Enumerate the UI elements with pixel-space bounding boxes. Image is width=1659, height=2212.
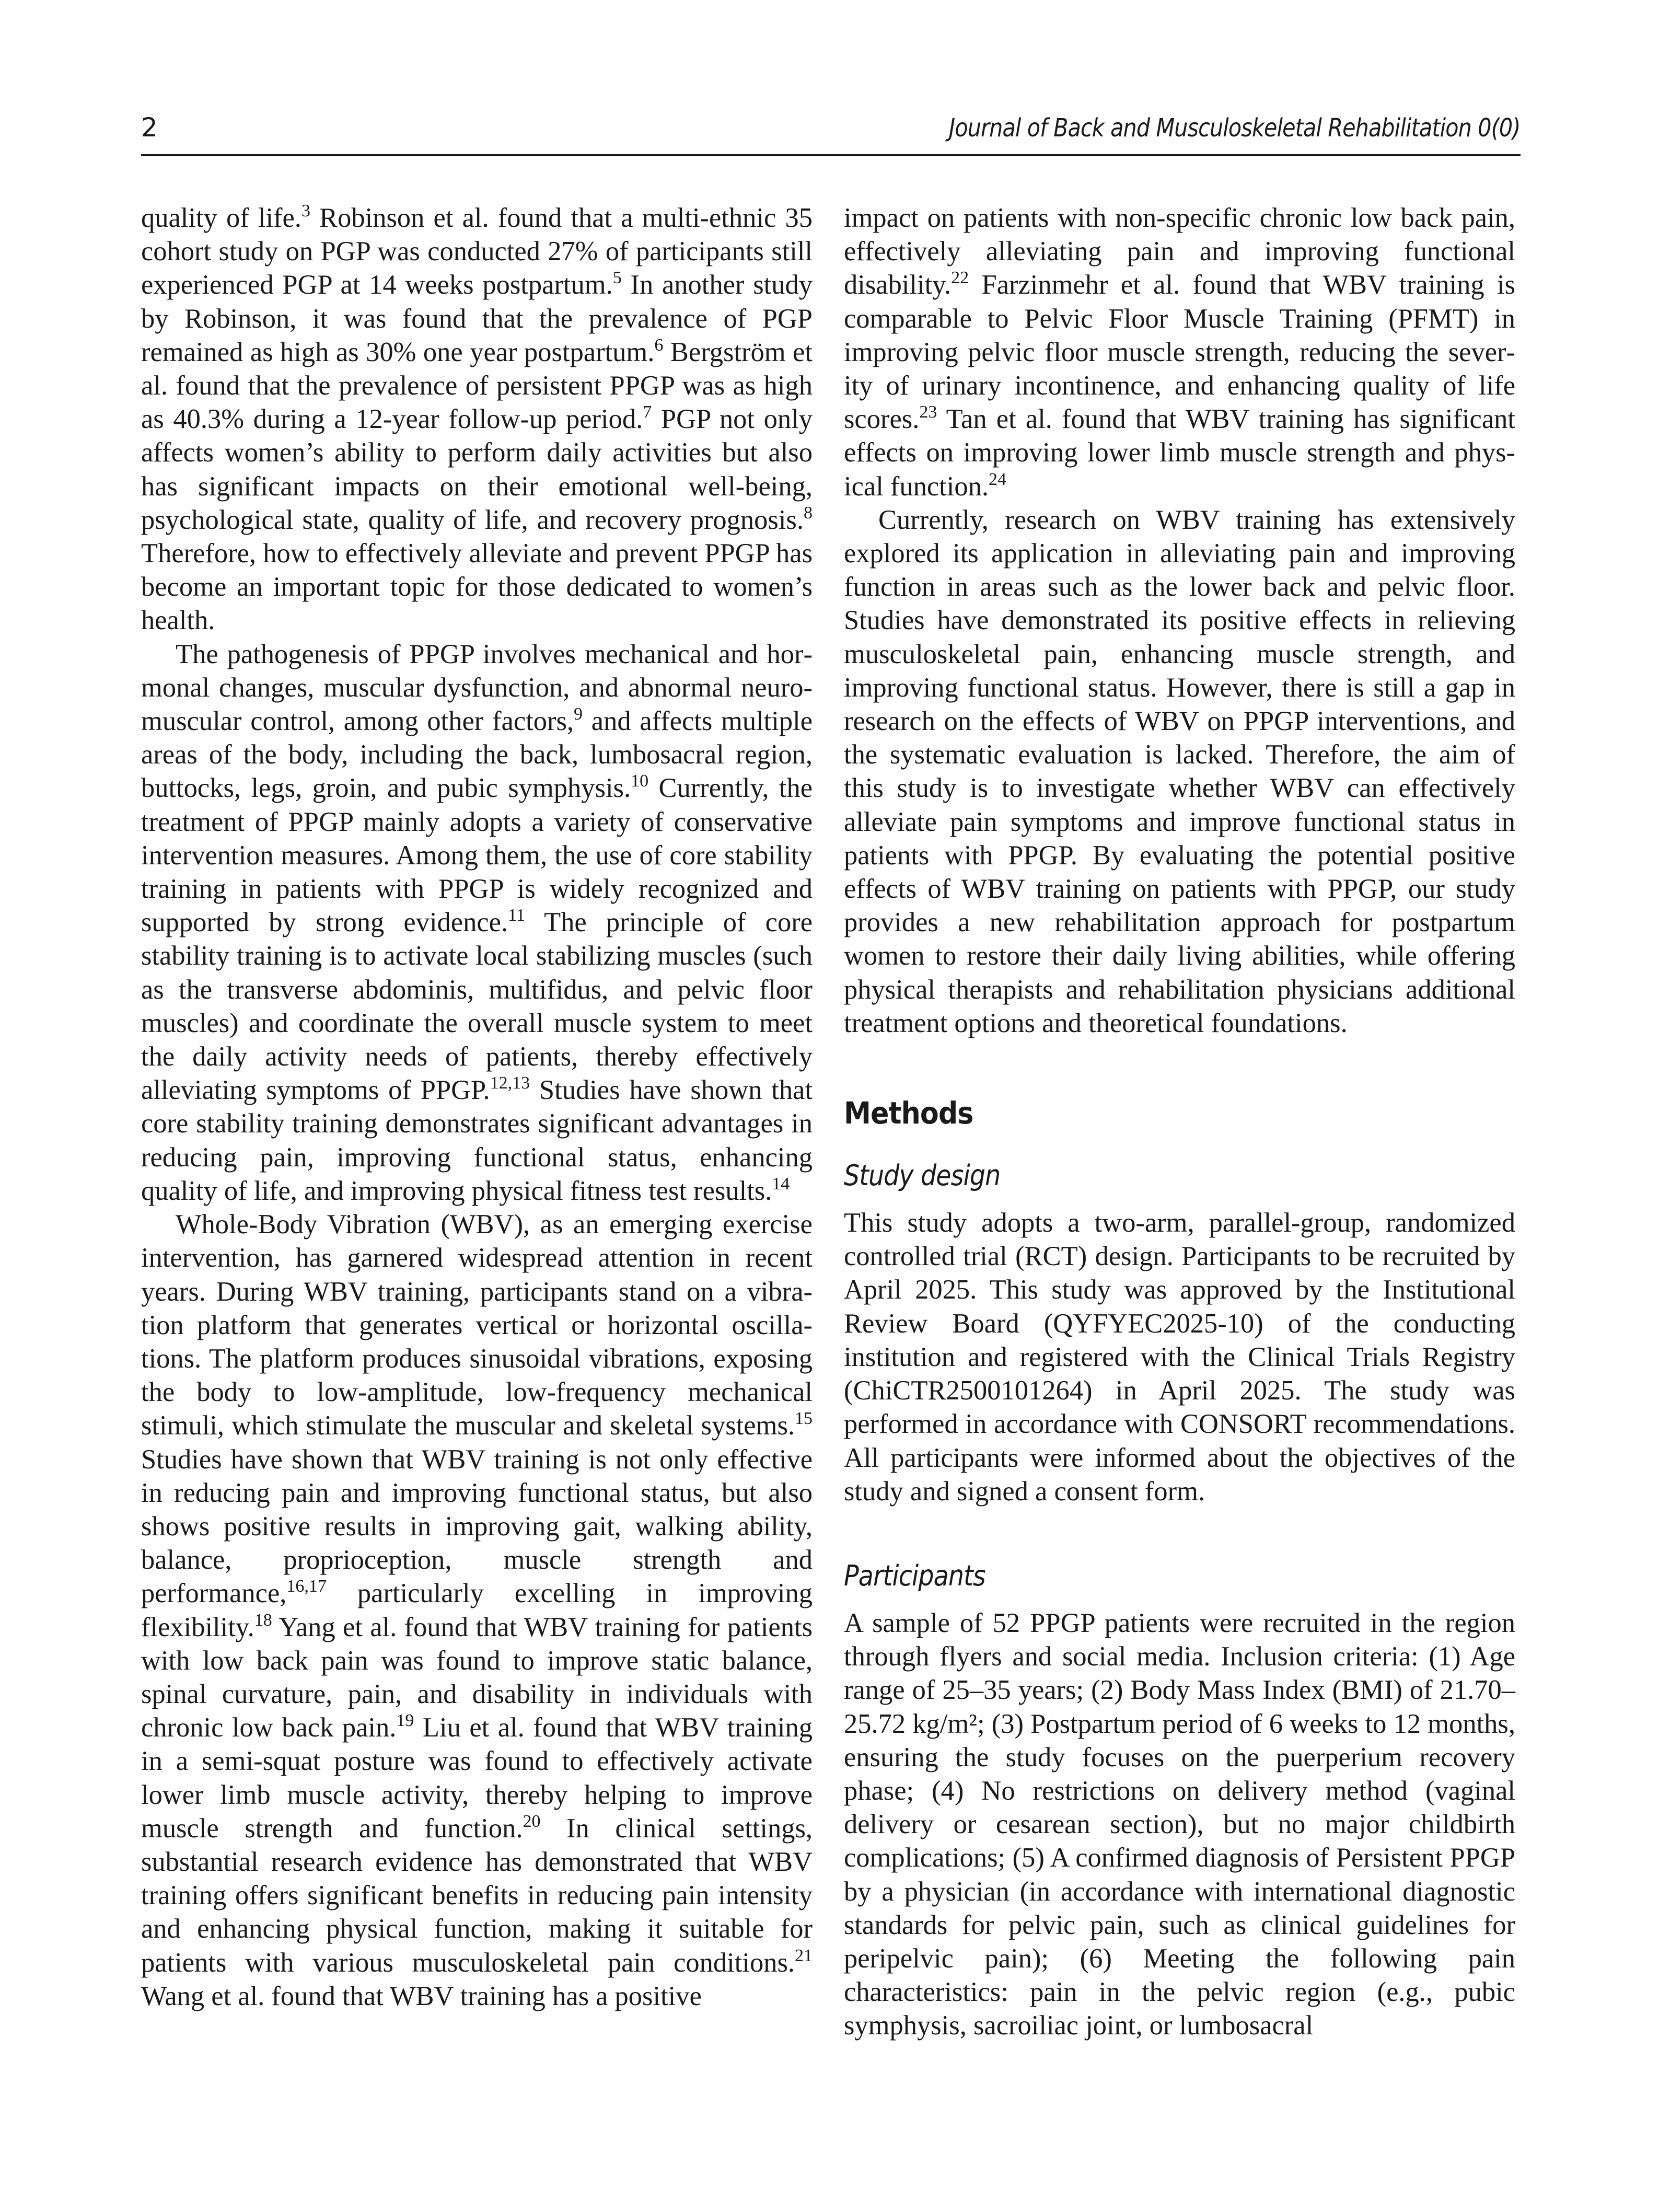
citation-superscript[interactable]: 3 xyxy=(301,201,310,221)
paragraph: Whole-Body Vibration (WBV), as an emerging exercise intervention, has garnered widespread attention in recent years. During WBV training, participants stand on a vibration platform that generates vertical or horizontal oscillations. The platform produces sinusoidal vibrations, exposing the body to low-amplitude, low-frequency mechanical stimuli, which stimulate the muscular and skeletal systems.$^{15}$ Studies have shown that WBV training is not only effective in reducing pain and improving functional status, but also shows positive results in improving gait, walking ability, balance, proprioception, muscle strength and performance,$^{16,17}$ particularly excelling in improving flexibility.$^{18}$ Yang et al. found that WBV training for patients with low back pain was found to improve static balance, spinal curvature, pain, and disability in individuals with chronic low back pain.$^{19}$ Liu et al. found that WBV training in a semi-squat posture was found to effectively activate lower limb muscle activity, thereby helping to improve muscle strength and function.$^{20}$ In clinical settings, substantial research evidence has demonstrated that WBV training offers significant benefits in reducing pain intensity and enhancing physical function, making it suitable for patients with various musculoskeletal pain conditions.$^{21}$ Wang et al. found that WBV training has a positive xyxy=(141,1209,813,2011)
citation-superscript[interactable]: 16,17 xyxy=(286,1577,327,1596)
page-number: 2 xyxy=(141,112,158,143)
citation-superscript[interactable]: 23 xyxy=(919,402,937,422)
study-design-heading: Study design xyxy=(844,1159,1001,1192)
right-column xyxy=(844,201,1515,2043)
running-header xyxy=(141,112,1521,156)
citation-superscript[interactable]: 12,13 xyxy=(490,1073,530,1093)
participants-paragraph: A sample of 52 PPGP patients were recruited in the region through flyers and social media. Inclusion criteria: (1) Age range of 25–35 years; (2) Body Mass Index (BMI) of 21.70–25.72 kg/m²; (3) Postpartum period of 6 weeks to 12 months, ensuring the study focuses on the puerperium recovery phase; (4) No restrictions on delivery method (vaginal delivery or cesarean section), but no major childbirth complications; (5) A confirmed diagnosis of Persistent PPGP by a physician (in accordance with international diagnostic standards for pelvic pain, such as clinical guidelines for peripelvic pain); (6) Meeting the following pain characteristics: pain in the pelvic region (e.g., pubic symphysis, sacroiliac joint, or lumbosacral xyxy=(844,1607,1515,2041)
journal-title: Journal of Back and Musculoskeletal Rehabilitation 0(0) xyxy=(949,113,1521,143)
paragraph: The pathogenesis of PPGP involves mechanical and hormonal changes, muscular dysfunction, and abnormal neuromuscular control, among other factors,$^9$ and affects multiple areas of the body, including the back, lumbosacral region, buttocks, legs, groin, and pubic symphysis.$^{10}$ Currently, the treatment of PPGP mainly adopts a variety of conservative intervention measures. Among them, the use of core stability training in patients with PPGP is widely recognized and supported by strong evidence.$^{11}$ The principle of core stability training is to activate local stabilizing muscles (such as the transverse abdominis, multifidus, and pelvic floor muscles) and coordinate the overall muscle system to meet the daily activity needs of patients, thereby effectively alleviating symptoms of PPGP.$^{12,13}$ Studies have shown that core stability training demonstrates significant advantages in reducing pain, improving functional status, enhancing quality of life, and improving physical fitness test results.$^{14}$ xyxy=(141,639,813,1206)
participants-heading: Participants xyxy=(844,1559,985,1592)
left-column xyxy=(141,201,813,2013)
citation-superscript[interactable]: 21 xyxy=(795,1945,813,1965)
citation-superscript[interactable]: 24 xyxy=(988,469,1006,489)
citation-superscript[interactable]: 10 xyxy=(631,771,649,791)
citation-superscript[interactable]: 22 xyxy=(951,268,969,288)
citation-superscript[interactable]: 19 xyxy=(396,1711,414,1731)
citation-superscript[interactable]: 8 xyxy=(804,503,813,523)
citation-superscript[interactable]: 15 xyxy=(795,1409,813,1429)
paragraph: Currently, research on WBV training has extensively explored its application in alleviating pain and improving function in areas such as the lower back and pelvic floor. Studies have demonstrated its positive effects in relieving musculoskeletal pain, enhancing muscle strength, and improving functional status. However, there is still a gap in research on the effects of WBV on PPGP interventions, and the systematic evaluation is lacked. Therefore, the aim of this study is to investigate whether WBV can effectively alleviate pain symptoms and improve functional status in patients with PPGP. By evaluating the potential positive effects of WBV training on patients with PPGP, our study provides a new rehabilitation approach for postpartum women to restore their daily living abilities, while offering physical therapists and rehabilitation physicians additional treatment options and theoretical foundations. xyxy=(844,504,1515,1038)
citation-superscript[interactable]: 5 xyxy=(612,268,622,288)
methods-heading: Methods xyxy=(844,1095,973,1131)
paragraph: impact on patients with non-specific chronic low back pain, effectively alleviating pain and improving functional disability.$^{22}$ Farzinmehr et al. found that WBV training is comparable to Pelvic Floor Muscle Training (PFMT) in improving pelvic floor muscle strength, reducing the severity of urinary incontinence, and enhancing quality of life scores.$^{23}$ Tan et al. found that WBV training has significant effects on improving lower limb muscle strength and physical function.$^{24}$ xyxy=(844,203,1515,502)
paragraph: quality of life.$^3$ Robinson et al. found that a multi-ethnic 35 cohort study on PGP was conducted 27% of participants still experienced PGP at 14 weeks postpartum.$^5$ In another study by Robinson, it was found that the prevalence of PGP remained as high as 30% one year postpartum.$^6$ Bergström et al. found that the prevalence of persistent PPGP was as high as 40.3% during a 12-year follow-up period.$^7$ PGP not only affects women’s ability to perform daily activities but also has significant impacts on their emotional well-being, psychological state, quality of life, and recovery prognosis.$^8$ Therefore, how to effectively alleviate and prevent PPGP has become an important topic for those dedicated to women’s health. xyxy=(141,201,813,636)
citation-superscript[interactable]: 20 xyxy=(523,1811,541,1831)
citation-superscript[interactable]: 7 xyxy=(643,402,652,422)
citation-superscript[interactable]: 14 xyxy=(772,1174,790,1194)
citation-superscript[interactable]: 6 xyxy=(654,335,664,355)
citation-superscript[interactable]: 9 xyxy=(574,704,583,724)
citation-superscript[interactable]: 11 xyxy=(508,906,525,925)
study-design-paragraph: This study adopts a two-arm, parallel-group, randomized controlled trial (RCT) design. Participants to be recruited by April 2025. This study was approved by the Institutional Review Board (QYFYEC2025-10) of the conducting institution and registered with the Clinical Trials Registry (ChiCTR2500101264) in April 2025. The study was performed in accordance with CONSORT recommendations. All participants were informed about the objectives of the study and signed a consent form. xyxy=(844,1208,1515,1507)
citation-superscript[interactable]: 18 xyxy=(254,1610,272,1630)
